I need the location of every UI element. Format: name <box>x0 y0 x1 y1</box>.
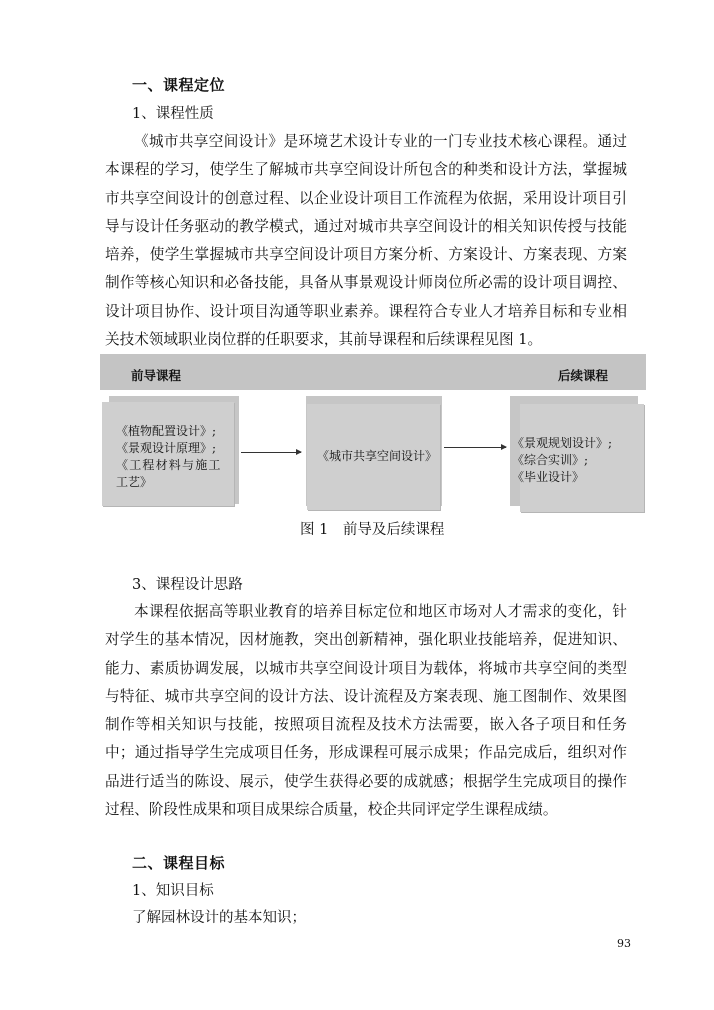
current-course-name: 《城市共享空间设计》 <box>317 449 438 463</box>
paragraph-course-nature: 《城市共享空间设计》是环境艺术设计专业的一门专业技术核心课程。通过本课程的学习，使学生了解城市共享空间设计所包含的种类和设计方法，掌握城市共享空间设计的创意过程、以企业设计项目工作流程为依据，采用设计项目引导与设计任务驱动的教学模式，通过对城市共享空间设计的相关知识传授与技能培养，使学生掌握城市共享空间设计项目方案分析、方案设计、方案表现、方案制作等核心知识和必备技能，具备从事景观设计师岗位所必需的设计项目调控、设计项目协作、设计项目沟通等职业素养。课程符合专业人才培养目标和专业相关技术领域职业岗位群的任职要求，其前导课程和后续课程见图 1。 <box>105 133 627 349</box>
prerequisite-course-2: 《景观设计原理》; <box>116 441 217 455</box>
section-heading-course-positioning: 一、课程定位 <box>132 76 226 94</box>
prerequisite-course-3-cont: 工艺》 <box>116 475 153 489</box>
label-prerequisite-courses: 前导课程 <box>131 368 182 383</box>
figure-body <box>100 390 646 516</box>
arrow-right-icon <box>241 452 301 453</box>
figure-prerequisite-followup-courses <box>100 354 646 516</box>
prerequisite-course-1: 《植物配置设计》; <box>116 424 217 438</box>
subheading-course-nature: 1、课程性质 <box>132 106 214 122</box>
current-course-box <box>307 404 440 510</box>
section-heading-course-objectives: 二、课程目标 <box>132 854 226 872</box>
prerequisite-course-3: 《工程材料与施工 <box>116 458 222 472</box>
figure-header-band <box>100 354 646 390</box>
page-number: 93 <box>617 937 631 950</box>
followup-course-2: 《综合实训》; <box>512 453 589 467</box>
prerequisite-box <box>102 402 234 506</box>
followup-box <box>512 404 644 512</box>
subheading-course-design-approach: 3、课程设计思路 <box>132 577 243 593</box>
followup-course-1: 《景观规划设计》; <box>512 436 613 450</box>
arrow-right-icon <box>444 447 506 448</box>
knowledge-objective-1: 了解园林设计的基本知识； <box>132 910 306 926</box>
subheading-knowledge-objectives: 1、知识目标 <box>132 883 214 899</box>
followup-course-3: 《毕业设计》 <box>512 470 585 484</box>
label-followup-courses: 后续课程 <box>558 368 609 383</box>
figure-caption: 图 1 前导及后续课程 <box>300 522 445 538</box>
paragraph-course-design-approach: 本课程依据高等职业教育的培养目标定位和地区市场对人才需求的变化，针对学生的基本情况，因材施教，突出创新精神，强化职业技能培养，促进知识、能力、素质协调发展，以城市共享空间设计项目为载体，将城市共享空间的类型与特征、城市共享空间的设计方法、设计流程及方案表现、施工图制作、效果图制作等相关知识与技能，按照项目流程及技术方法需要，嵌入各子项目和任务中；通过指导学生完成项目任务，形成课程可展示成果；作品完成后，组织对作品进行适当的陈设、展示，使学生获得必要的成就感；根据学生完成项目的操作过程、阶段性成果和项目成果综合质量，校企共同评定学生课程成绩。 <box>105 603 627 819</box>
